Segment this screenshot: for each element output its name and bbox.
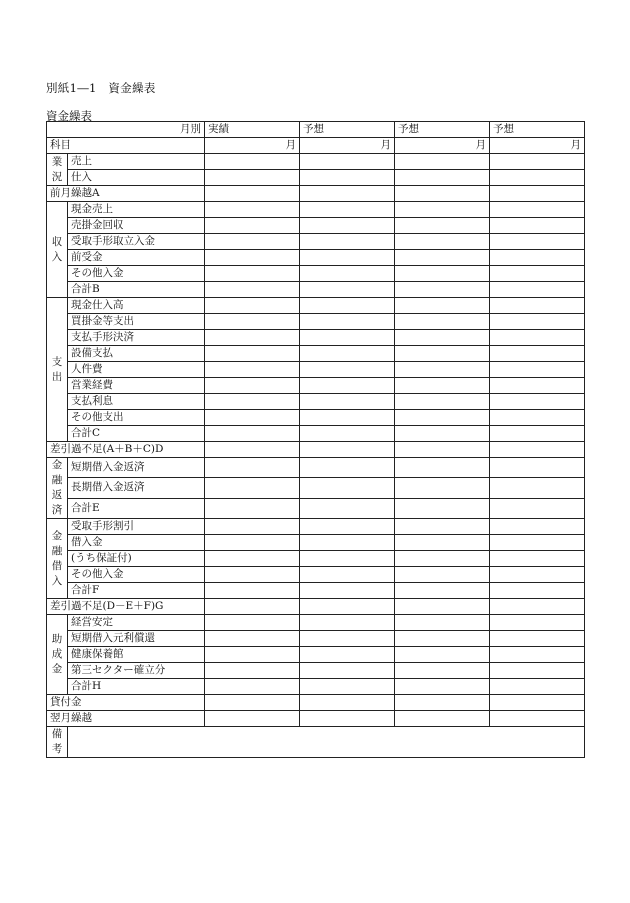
row-label: その他入金 <box>68 266 205 282</box>
value-cell <box>490 394 585 410</box>
row-label: その他入金 <box>68 567 205 583</box>
value-cell <box>395 631 490 647</box>
value-cell <box>205 551 300 567</box>
row-label: 長期借入金返済 <box>68 478 205 498</box>
row-label: 売掛金回収 <box>68 218 205 234</box>
table-row <box>47 266 585 282</box>
row-label: 受取手形割引 <box>68 519 205 535</box>
value-cell <box>300 234 395 250</box>
value-cell <box>205 282 300 298</box>
value-cell <box>205 250 300 266</box>
row-label: (うち保証付) <box>68 551 205 567</box>
table-row <box>47 567 585 583</box>
value-cell <box>300 458 395 478</box>
value-cell <box>300 346 395 362</box>
group-label-char: 融 <box>51 544 63 557</box>
row-label: 差引過不足(A＋B＋C)D <box>47 442 205 458</box>
value-cell <box>395 535 490 551</box>
table-row <box>47 478 585 498</box>
value-cell <box>300 478 395 498</box>
value-cell <box>300 599 395 615</box>
remarks-label-char: 考 <box>51 743 63 755</box>
table-row <box>47 551 585 567</box>
value-cell <box>300 647 395 663</box>
value-cell <box>300 663 395 679</box>
value-cell <box>300 330 395 346</box>
value-cell <box>490 330 585 346</box>
row-label: 短期借入金返済 <box>68 458 205 478</box>
row-label: 差引過不足(D－E＋F)G <box>47 599 205 615</box>
row-label: 支払手形決済 <box>68 330 205 346</box>
group-label-char: 金 <box>51 459 63 471</box>
value-cell <box>395 394 490 410</box>
value-cell <box>490 679 585 695</box>
value-cell <box>300 202 395 218</box>
value-cell <box>490 615 585 631</box>
column-header-3: 予想 <box>395 122 490 138</box>
table-row <box>47 442 585 458</box>
value-cell <box>395 250 490 266</box>
table-row <box>47 599 585 615</box>
header-row-month <box>47 122 585 138</box>
table-row <box>47 535 585 551</box>
table-row <box>47 458 585 478</box>
column-header-2: 予想 <box>300 122 395 138</box>
row-label: 合計F <box>68 583 205 599</box>
value-cell <box>490 266 585 282</box>
value-cell <box>395 426 490 442</box>
value-cell <box>300 615 395 631</box>
table-row <box>47 519 585 535</box>
remarks-row <box>47 727 585 758</box>
value-cell <box>490 535 585 551</box>
value-cell <box>395 154 490 170</box>
table-row <box>47 170 585 186</box>
value-cell <box>205 647 300 663</box>
group-label-char: 済 <box>51 504 63 516</box>
value-cell <box>300 378 395 394</box>
value-cell <box>395 695 490 711</box>
value-cell <box>395 170 490 186</box>
value-cell <box>395 478 490 498</box>
value-cell <box>205 711 300 727</box>
table-row <box>47 647 585 663</box>
table-row <box>47 362 585 378</box>
document-title: 別紙1―1 資金繰表 <box>46 81 156 95</box>
value-cell <box>490 314 585 330</box>
value-cell <box>395 282 490 298</box>
value-cell <box>490 647 585 663</box>
group-label-char: 成 <box>51 648 63 660</box>
value-cell <box>395 551 490 567</box>
table-row <box>47 410 585 426</box>
value-cell <box>490 458 585 478</box>
table-row <box>47 154 585 170</box>
value-cell <box>300 551 395 567</box>
value-cell <box>395 498 490 518</box>
row-label: 支払利息 <box>68 394 205 410</box>
row-label: 仕入 <box>68 170 205 186</box>
group-label-char: 返 <box>51 489 63 501</box>
value-cell <box>300 154 395 170</box>
value-cell <box>395 583 490 599</box>
remarks-label-char: 備 <box>51 728 63 740</box>
value-cell <box>205 330 300 346</box>
month-unit: 月 <box>300 138 395 154</box>
row-label: 借入金 <box>68 535 205 551</box>
row-label: 合計C <box>68 426 205 442</box>
group-label-char: 業 <box>51 155 63 168</box>
group-label <box>47 202 68 298</box>
group-label-char: 助 <box>51 633 63 645</box>
remarks-label <box>47 727 68 758</box>
row-label: 受取手形取立入金 <box>68 234 205 250</box>
row-label: 第三セクター確立分 <box>68 663 205 679</box>
value-cell <box>205 519 300 535</box>
value-cell <box>300 631 395 647</box>
table-row <box>47 218 585 234</box>
value-cell <box>205 154 300 170</box>
value-cell <box>490 410 585 426</box>
table-row <box>47 282 585 298</box>
row-label: 貸付金 <box>47 695 205 711</box>
table-row <box>47 695 585 711</box>
value-cell <box>300 535 395 551</box>
remarks-cell <box>68 727 585 758</box>
table-row <box>47 314 585 330</box>
table-row <box>47 679 585 695</box>
value-cell <box>300 519 395 535</box>
group-label-char: 出 <box>51 370 63 383</box>
row-label: 短期借入元利償還 <box>68 631 205 647</box>
table-row <box>47 234 585 250</box>
row-label: 前月繰越A <box>47 186 205 202</box>
value-cell <box>205 394 300 410</box>
value-cell <box>205 202 300 218</box>
value-cell <box>205 478 300 498</box>
value-cell <box>490 378 585 394</box>
header-row-subject <box>47 138 585 154</box>
value-cell <box>300 266 395 282</box>
value-cell <box>490 346 585 362</box>
value-cell <box>300 314 395 330</box>
group-label-char: 借 <box>51 559 63 572</box>
value-cell <box>205 362 300 378</box>
group-label <box>47 519 68 599</box>
table-row <box>47 394 585 410</box>
value-cell <box>205 442 300 458</box>
value-cell <box>395 314 490 330</box>
row-label: 合計E <box>68 498 205 518</box>
value-cell <box>395 442 490 458</box>
value-cell <box>490 426 585 442</box>
value-cell <box>490 442 585 458</box>
value-cell <box>205 298 300 314</box>
value-cell <box>300 298 395 314</box>
row-label: 合計H <box>68 679 205 695</box>
table-row <box>47 663 585 679</box>
row-label: 健康保養館 <box>68 647 205 663</box>
value-cell <box>205 170 300 186</box>
value-cell <box>300 250 395 266</box>
value-cell <box>490 362 585 378</box>
value-cell <box>300 711 395 727</box>
value-cell <box>205 679 300 695</box>
value-cell <box>395 458 490 478</box>
table-row <box>47 202 585 218</box>
value-cell <box>300 394 395 410</box>
table-row <box>47 330 585 346</box>
value-cell <box>395 298 490 314</box>
value-cell <box>205 567 300 583</box>
value-cell <box>300 282 395 298</box>
value-cell <box>395 234 490 250</box>
value-cell <box>395 410 490 426</box>
row-label: 買掛金等支出 <box>68 314 205 330</box>
table-row <box>47 250 585 266</box>
table-row <box>47 711 585 727</box>
value-cell <box>395 663 490 679</box>
value-cell <box>395 346 490 362</box>
value-cell <box>300 426 395 442</box>
value-cell <box>300 410 395 426</box>
value-cell <box>300 218 395 234</box>
value-cell <box>300 498 395 518</box>
value-cell <box>205 599 300 615</box>
value-cell <box>395 202 490 218</box>
row-label: 営業経費 <box>68 378 205 394</box>
value-cell <box>395 599 490 615</box>
month-header-label: 月別 <box>47 122 205 138</box>
table-row <box>47 583 585 599</box>
value-cell <box>205 615 300 631</box>
value-cell <box>300 170 395 186</box>
table-row <box>47 186 585 202</box>
group-label-char: 入 <box>51 574 63 587</box>
row-label: 現金売上 <box>68 202 205 218</box>
value-cell <box>490 282 585 298</box>
value-cell <box>490 695 585 711</box>
value-cell <box>490 478 585 498</box>
value-cell <box>205 410 300 426</box>
value-cell <box>300 442 395 458</box>
row-label: その他支出 <box>68 410 205 426</box>
value-cell <box>490 250 585 266</box>
value-cell <box>205 378 300 394</box>
value-cell <box>395 615 490 631</box>
value-cell <box>205 426 300 442</box>
table-row <box>47 378 585 394</box>
value-cell <box>205 695 300 711</box>
value-cell <box>205 458 300 478</box>
group-label <box>47 615 68 695</box>
value-cell <box>395 378 490 394</box>
value-cell <box>395 218 490 234</box>
value-cell <box>300 583 395 599</box>
group-label-char: 入 <box>51 250 63 263</box>
group-label <box>47 298 68 442</box>
value-cell <box>395 567 490 583</box>
value-cell <box>490 154 585 170</box>
value-cell <box>395 679 490 695</box>
group-label-char: 金 <box>51 529 63 542</box>
month-unit: 月 <box>490 138 585 154</box>
value-cell <box>205 583 300 599</box>
group-label-char: 況 <box>51 170 63 183</box>
group-label-char: 収 <box>51 235 63 248</box>
value-cell <box>490 599 585 615</box>
month-unit: 月 <box>205 138 300 154</box>
table-title: 資金繰表 <box>46 109 92 123</box>
value-cell <box>490 583 585 599</box>
value-cell <box>490 186 585 202</box>
value-cell <box>395 519 490 535</box>
value-cell <box>205 266 300 282</box>
group-label-char: 支 <box>51 355 63 368</box>
value-cell <box>205 498 300 518</box>
table-row <box>47 298 585 314</box>
table-row <box>47 631 585 647</box>
value-cell <box>395 186 490 202</box>
table-row <box>47 346 585 362</box>
group-label-char: 融 <box>51 474 63 486</box>
value-cell <box>490 663 585 679</box>
value-cell <box>490 711 585 727</box>
value-cell <box>490 498 585 518</box>
row-label: 人件費 <box>68 362 205 378</box>
value-cell <box>300 362 395 378</box>
value-cell <box>395 711 490 727</box>
value-cell <box>490 298 585 314</box>
cash-flow-table-body <box>47 122 585 758</box>
value-cell <box>300 567 395 583</box>
value-cell <box>490 234 585 250</box>
value-cell <box>205 663 300 679</box>
table-row <box>47 615 585 631</box>
value-cell <box>490 170 585 186</box>
value-cell <box>205 218 300 234</box>
value-cell <box>395 647 490 663</box>
column-header-4: 予想 <box>490 122 585 138</box>
row-label: 翌月繰越 <box>47 711 205 727</box>
row-label: 現金仕入高 <box>68 298 205 314</box>
value-cell <box>490 218 585 234</box>
table-row <box>47 498 585 518</box>
table-row <box>47 426 585 442</box>
month-unit: 月 <box>395 138 490 154</box>
value-cell <box>490 567 585 583</box>
value-cell <box>300 186 395 202</box>
value-cell <box>395 266 490 282</box>
value-cell <box>490 631 585 647</box>
value-cell <box>205 631 300 647</box>
value-cell <box>490 202 585 218</box>
value-cell <box>205 314 300 330</box>
row-label: 前受金 <box>68 250 205 266</box>
row-label: 売上 <box>68 154 205 170</box>
value-cell <box>490 551 585 567</box>
subject-label: 科目 <box>47 138 205 154</box>
row-label: 設備支払 <box>68 346 205 362</box>
value-cell <box>395 330 490 346</box>
value-cell <box>205 234 300 250</box>
column-header-1: 実績 <box>205 122 300 138</box>
cash-flow-table <box>46 121 585 758</box>
group-label <box>47 458 68 519</box>
row-label: 合計B <box>68 282 205 298</box>
value-cell <box>490 519 585 535</box>
group-label-char: 金 <box>51 663 63 675</box>
value-cell <box>395 362 490 378</box>
value-cell <box>300 679 395 695</box>
value-cell <box>205 535 300 551</box>
value-cell <box>205 186 300 202</box>
value-cell <box>300 695 395 711</box>
value-cell <box>205 346 300 362</box>
group-label <box>47 154 68 186</box>
row-label: 経営安定 <box>68 615 205 631</box>
